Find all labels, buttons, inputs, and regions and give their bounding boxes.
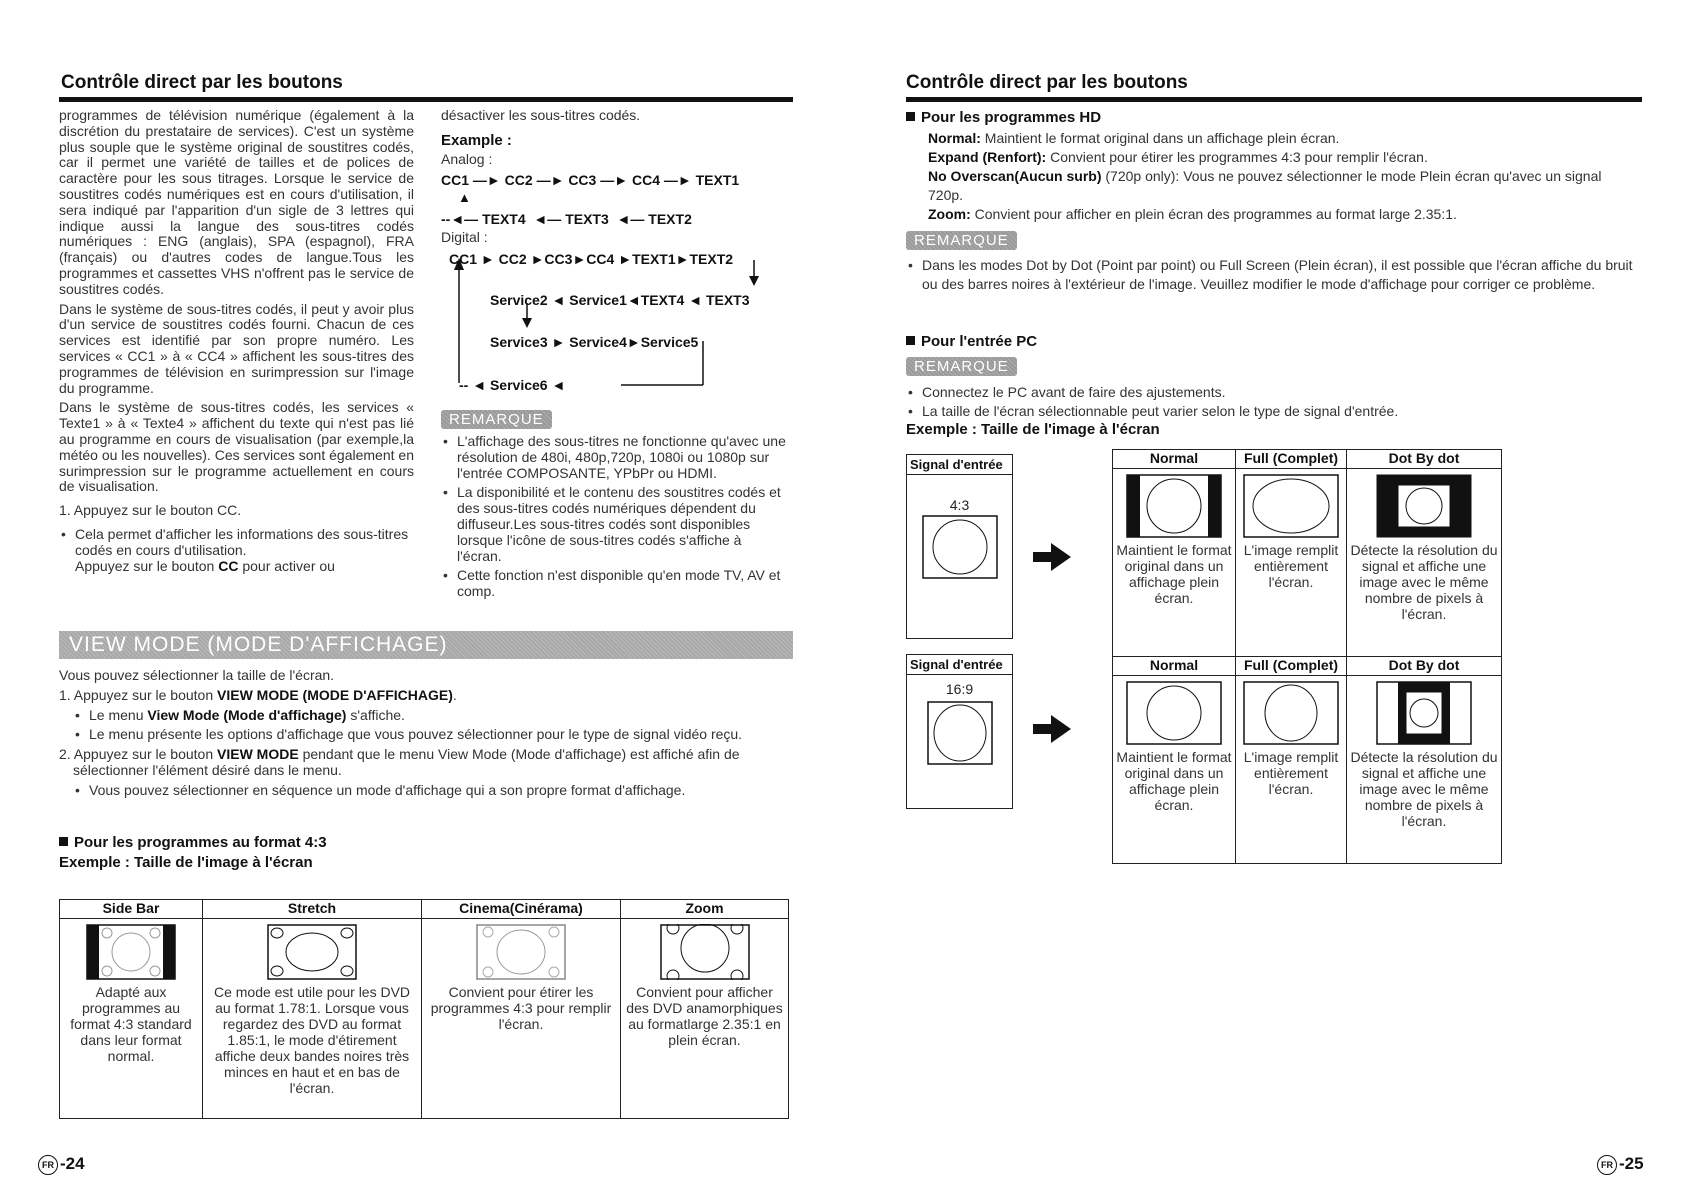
dot-by-dot-screen-icon	[1376, 681, 1472, 745]
table-cell	[1347, 676, 1502, 864]
remarque-item: • La taille de l'écran sélectionnable peut varier selon le type de signal d'entrée.	[906, 402, 1636, 421]
flow-item: CC3	[544, 251, 573, 267]
hd-item	[928, 167, 1640, 205]
table-cell	[422, 919, 621, 1119]
step1-bullet-text: pour activer ou	[242, 557, 335, 574]
table-cell	[621, 919, 789, 1119]
view-mode-43-table	[59, 899, 789, 1119]
table-cell	[60, 919, 203, 1119]
hd-item-label: Zoom:	[928, 206, 971, 222]
left-page-title: Contrôle direct par les boutons	[61, 72, 343, 93]
hd-item-label: Expand (Renfort):	[928, 149, 1047, 165]
arrow-right-icon: ►	[626, 334, 641, 350]
hd-item-label: No Overscan(Aucun surb)	[928, 168, 1102, 184]
table-header: Dot By dot	[1347, 657, 1502, 676]
remarque-item: • Connectez le PC avant de faire des ajustements.	[906, 383, 1636, 402]
flow-item: Service4	[569, 334, 627, 350]
vm-text: .	[452, 686, 457, 703]
flow-item: CC4	[631, 172, 660, 188]
arrow-left-icon: ◄	[551, 292, 566, 308]
stretch-screen-icon	[267, 924, 357, 980]
example-label: Example :	[441, 132, 512, 149]
flow-item: CC1	[449, 251, 478, 267]
table-header: Dot By dot	[1347, 450, 1502, 469]
cell-text: Convient pour étirer les programmes 4:3 pour remplir l'écran.	[430, 984, 612, 1032]
table-header: Normal	[1113, 657, 1236, 676]
digital-flow-row3	[490, 334, 698, 350]
square-bullet-icon	[906, 112, 915, 121]
remarque-list	[906, 256, 1636, 298]
step1-bullet-text: Cela permet d'afficher les informations des sous-titres codés en cours d'utilisation.	[75, 525, 409, 558]
normal-screen-icon	[1126, 474, 1222, 538]
cell-text: Ce mode est utile pour les DVD au format 1.78:1. Lorsque vous regardez des DVD au format 1.85:1, le mode d'étirement affiche deux bandes noires très minces en haut et en bas de l'écran.	[213, 984, 411, 1096]
paragraph: Dans le système de sous-titres codés, il peut y avoir plus d'un service de soustitres codés fourni. Chacun de ces services est identifié par son propre numéro. Les services « CC1 » à « CC4 » affichent les sous-titres des programmes de télévision en surimpression sur l'image du programme.	[59, 300, 414, 396]
vm-text: Le menu	[89, 706, 144, 723]
step1-bullet	[59, 527, 414, 574]
vm-bullet: • Le menu présente les options d'affichage que vous pouvez sélectionner pour le type de signal vidéo reçu.	[73, 727, 789, 743]
arrow-right-icon: ►	[480, 251, 495, 267]
remarque-badge: REMARQUE	[906, 231, 1017, 250]
vm-text: 1. Appuyez sur le bouton	[59, 686, 214, 703]
hd-item-text: Maintient le format original dans un affichage plein écran.	[984, 130, 1340, 146]
full-screen-icon	[1243, 681, 1339, 745]
remarque-item: • Cette fonction n'est disponible qu'en mode TV, AV et comp.	[441, 568, 786, 600]
arrow-right-icon: —►	[663, 172, 692, 188]
cell-text: Maintient le format original dans un affichage plein écran.	[1116, 749, 1232, 813]
cell-text: Maintient le format original dans un affichage plein écran.	[1116, 542, 1232, 606]
flow-item: CC1	[441, 172, 470, 188]
hd-item-text: Convient pour afficher en plein écran des programmes au format large 2.35:1.	[974, 206, 1457, 222]
right-title-rule	[906, 97, 1642, 102]
cc-button-label: CC	[218, 557, 239, 574]
digital-flow-row4	[459, 377, 565, 393]
table-cell	[1113, 469, 1236, 657]
page-number-text: 25	[1624, 1154, 1644, 1173]
cell-text: Détecte la résolution du signal et affiche une image avec le même nombre de pixels à l'écran.	[1350, 542, 1498, 622]
flow-item: Service1	[569, 292, 627, 308]
col2-continuation: désactiver les sous-titres codés.	[441, 107, 641, 123]
signal-43-box	[906, 454, 1013, 639]
flow-item: Service6	[489, 377, 548, 393]
table-header: Side Bar	[60, 900, 203, 919]
digital-flow-lines	[441, 248, 791, 398]
arrow-right-icon: ►	[530, 251, 545, 267]
input-169-screen-icon	[927, 701, 993, 765]
vm-text: 2. Appuyez sur le bouton	[59, 746, 214, 763]
hd-item	[928, 129, 1640, 148]
pc-169-table	[1112, 656, 1502, 864]
page-number-text: 24	[65, 1154, 85, 1173]
arrow-right-icon	[1033, 543, 1073, 571]
section-title-text: Pour l'entrée PC	[921, 333, 1038, 350]
flow-item: CC3	[568, 172, 597, 188]
cell-text: Adapté aux programmes au format 4:3 standard dans leur format normal.	[70, 984, 192, 1064]
pc-section-title	[906, 333, 1037, 350]
hd-item-text: Convient pour étirer les programmes 4:3 pour remplir l'écran.	[1050, 149, 1428, 165]
table-header: Full (Complet)	[1236, 657, 1347, 676]
flow-item: CC4	[586, 251, 615, 267]
vm-bullet: • Vous pouvez sélectionner en séquence un mode d'affichage qui a son propre format d'affichage.	[73, 783, 789, 799]
full-screen-icon	[1243, 474, 1339, 538]
arrow-right-icon: —►	[600, 172, 629, 188]
arrow-right-icon	[1033, 715, 1073, 743]
section-43-example: Exemple : Taille de l'image à l'écran	[59, 854, 313, 871]
table-header: Normal	[1113, 450, 1236, 469]
arrow-up-icon: ▲	[458, 190, 471, 205]
flow-item: Service3	[490, 334, 548, 350]
table-cell	[1347, 469, 1502, 657]
left-col1	[59, 108, 414, 578]
arrow-left-icon: --◄—	[441, 211, 479, 227]
hd-item	[928, 148, 1640, 167]
vm-text: s'affiche.	[350, 706, 405, 723]
flow-item: CC2	[498, 251, 527, 267]
flow-item: TEXT2	[689, 251, 734, 267]
vm-step-2	[59, 747, 789, 779]
view-mode-banner: VIEW MODE (MODE D'AFFICHAGE)	[59, 631, 793, 659]
table-header: Stretch	[203, 900, 422, 919]
arrow-left-icon: ◄	[626, 292, 641, 308]
step1-bullet-text: Appuyez sur le bouton	[75, 557, 215, 574]
hd-item-label: Normal:	[928, 130, 981, 146]
flow-item: CC2	[504, 172, 533, 188]
remarque-badge: REMARQUE	[906, 357, 1017, 376]
view-mode-button-label: VIEW MODE (MODE D'AFFICHAGE)	[217, 686, 453, 703]
view-mode-instructions	[59, 668, 789, 803]
table-cell	[1236, 469, 1347, 657]
table-cell	[1236, 676, 1347, 864]
flow-item: TEXT1	[632, 251, 676, 267]
remarque-badge: REMARQUE	[441, 410, 552, 429]
square-bullet-icon	[59, 837, 68, 846]
paragraph: Dans le système de sous-titres codés, les services « Texte1 » à « Texte4 » affichent du texte qui n'est pas lié au programme en cours de visualisation (par exemple,la météo ou les nouvelles). Ces services sont également en surimpression sur le programme actuellement en cours de visualisation.	[59, 399, 414, 495]
pc-43-table	[1112, 449, 1502, 657]
table-header: Full (Complet)	[1236, 450, 1347, 469]
arrow-left-icon: -- ◄	[459, 377, 490, 393]
table-header: Zoom	[621, 900, 789, 919]
zoom-screen-icon	[660, 924, 750, 980]
flow-item: Service5	[640, 334, 699, 350]
remarque-item: • L'affichage des sous-titres ne fonctionne qu'avec une résolution de 480i, 480p,720p, 1080i ou 1080p sur l'entrée COMPOSANTE, YPbPr ou HDMI.	[441, 434, 786, 481]
arrow-left-icon: ◄	[688, 292, 703, 308]
cell-text: Détecte la résolution du signal et affiche une image avec le même nombre de pixels à l'écran.	[1350, 749, 1498, 829]
flow-item: TEXT3	[705, 292, 750, 308]
flow-item: TEXT4	[482, 211, 526, 227]
flow-item: TEXT1	[695, 172, 740, 188]
digital-label: Digital :	[441, 229, 488, 245]
left-title-rule	[59, 97, 793, 102]
pc-example-label: Exemple : Taille de l'image à l'écran	[906, 421, 1160, 438]
remarque-item: • La disponibilité et le contenu des soustitres codés et des sous-titres codés numériques dépendent du diffuseur.Les sous-titres codés sont disponibles lorsque l'icône de sous-titres codés s'affiche à l'écran.	[441, 485, 786, 564]
flow-item: Service2	[490, 292, 548, 308]
arrow-left-icon: ◄—	[612, 211, 649, 227]
analog-flow-row2	[441, 211, 781, 227]
hd-item-text: (720p only): Vous ne pouvez sélectionner le mode Plein écran qu'avec un signal 720p.	[928, 168, 1602, 203]
side-bar-screen-icon	[86, 924, 176, 980]
right-page-number: FR -25	[1597, 1154, 1644, 1175]
normal-screen-icon	[1126, 681, 1222, 745]
square-bullet-icon	[906, 336, 915, 345]
arrow-left-icon: ◄	[551, 377, 566, 393]
dot-by-dot-screen-icon	[1376, 474, 1472, 538]
right-page-title: Contrôle direct par les boutons	[906, 72, 1188, 93]
section-title-text: Pour les programmes au format 4:3	[74, 834, 327, 851]
flow-item: TEXT2	[648, 211, 692, 227]
digital-flow-row2	[490, 292, 750, 308]
arrow-right-icon: —►	[472, 172, 501, 188]
paragraph: programmes de télévision numérique (également à la discrétion du prestataire de services). C'est un système plus souple que le système original de soustitres codés, car il permet une variété de tailles et de polices de caractère pour les sous titrages. Lorsque le service de soustitres codés numériques est en cours d'utilisation, il sera indiqué par l'apparition d'un sigle de 3 lettres qui indique aussi la langue des sous-titres codés numériques : ENG (anglais), SPA (espagnol), FRA (français) ou d'autres codes de langue.Tous les programmes et cassettes VHS n'offrent pas le service de soustitres codés.	[59, 107, 414, 297]
cell-text: L'image remplit entièrement l'écran.	[1243, 542, 1339, 590]
language-badge: FR	[1597, 1155, 1617, 1175]
arrow-right-icon: ►	[551, 334, 566, 350]
arrow-right-icon: —►	[536, 172, 565, 188]
view-mode-button-label: VIEW MODE	[217, 746, 299, 763]
arrow-right-icon: ►	[675, 251, 690, 267]
signal-label: Signal d'entrée	[907, 655, 1012, 675]
arrow-right-icon: ►	[618, 251, 633, 267]
signal-169-box	[906, 654, 1013, 809]
hd-section-title	[906, 109, 1101, 126]
signal-label: Signal d'entrée	[907, 455, 1012, 475]
analog-label: Analog :	[441, 151, 493, 167]
section-43-title	[59, 834, 327, 851]
cinema-screen-icon	[476, 924, 566, 980]
hd-items	[928, 129, 1640, 224]
cell-text: L'image remplit entièrement l'écran.	[1243, 749, 1339, 797]
digital-flow-row1	[449, 251, 733, 267]
vm-text: pendant que le menu View Mode (Mode d'affichage) est affiché afin de sélectionner l'élément désiré dans le menu.	[73, 746, 740, 778]
flow-item: TEXT3	[565, 211, 609, 227]
remarque-list	[441, 434, 786, 604]
step-1: 1. Appuyez sur le bouton CC.	[59, 502, 242, 519]
remarque-item: • Dans les modes Dot by Dot (Point par point) ou Full Screen (Plein écran), il est possible que l'écran affiche du bruit ou des barres noires à l'extérieur de l'image. Veuillez modifier le mode d'affichage pour corriger ce problème.	[906, 256, 1636, 294]
arrow-left-icon: ◄—	[529, 211, 566, 227]
vm-step-1	[59, 688, 789, 704]
language-badge: FR	[38, 1155, 58, 1175]
ratio-label: 16:9	[945, 681, 974, 697]
left-page-number: FR -24	[38, 1154, 85, 1175]
input-43-screen-icon	[922, 515, 998, 579]
cell-text: Convient pour afficher des DVD anamorphiques au formatlarge 2.35:1 en plein écran.	[626, 984, 783, 1048]
flow-item: TEXT4	[640, 292, 685, 308]
vm-intro: Vous pouvez sélectionner la taille de l'écran.	[59, 667, 335, 683]
ratio-label: 4:3	[949, 497, 970, 513]
remarque-list	[906, 383, 1636, 421]
vm-bullet	[73, 708, 789, 724]
table-cell	[203, 919, 422, 1119]
arrow-right-icon: ►	[572, 251, 587, 267]
hd-item	[928, 205, 1640, 224]
section-title-text: Pour les programmes HD	[921, 109, 1102, 126]
analog-flow-row1	[441, 172, 781, 188]
table-header: Cinema(Cinérama)	[422, 900, 621, 919]
table-cell	[1113, 676, 1236, 864]
view-mode-menu-label: View Mode (Mode d'affichage)	[147, 706, 347, 723]
